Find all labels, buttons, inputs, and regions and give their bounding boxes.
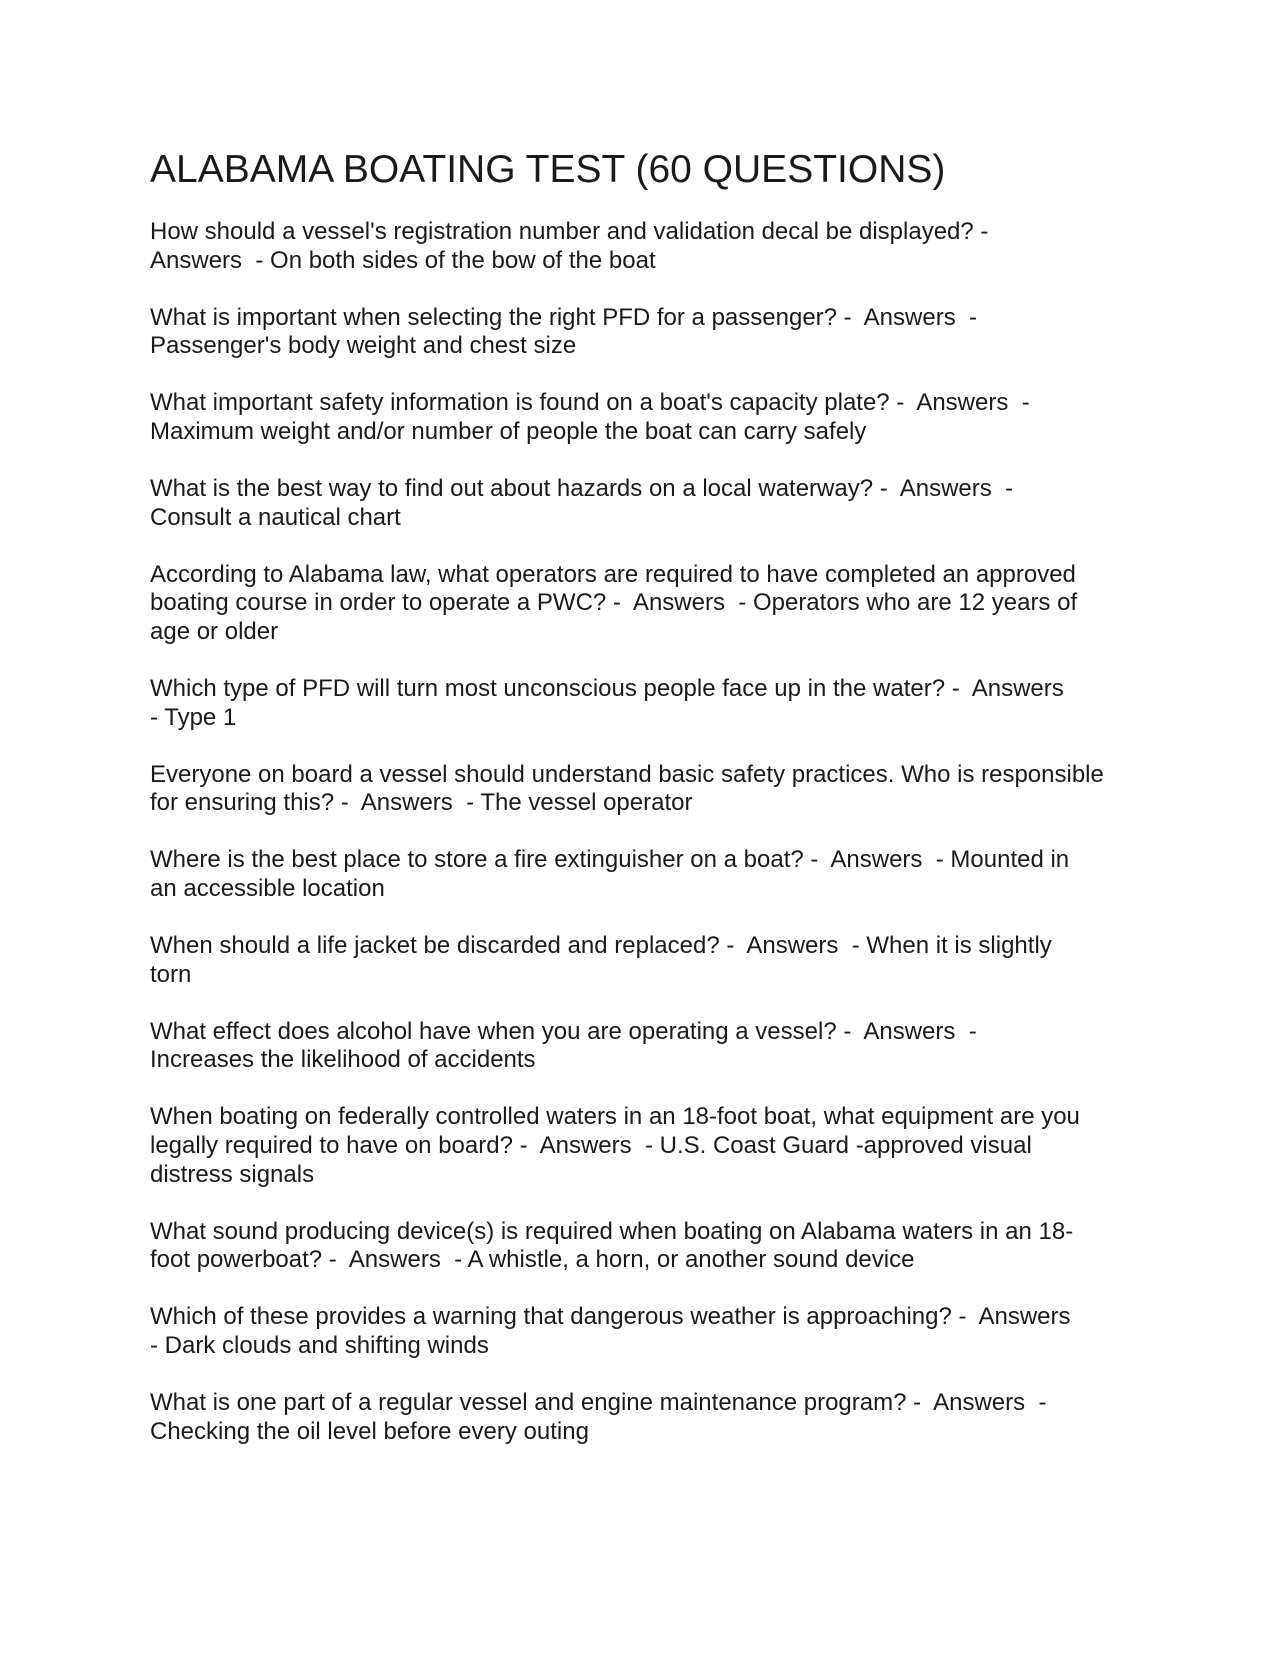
question-text: What effect does alcohol have when you are operating a vessel? - Answers - bbox=[150, 1017, 977, 1045]
question-text: When should a life jacket be discarded and replaced? - Answers - When it is slightly bbox=[150, 932, 1052, 960]
answer-text: Maximum weight and/or number of people the boat can carry safely bbox=[150, 417, 867, 445]
question-text: When boating on federally controlled waters in an 18-foot boat, what equipment are you legally required to have on board? - Answers - U.S. Coast Guard -approved visual bbox=[150, 1103, 1087, 1160]
question-text: What sound producing device(s) is required when boating on Alabama waters in an 18- bbox=[150, 1217, 1074, 1245]
qa-item bbox=[150, 761, 1130, 818]
answer-text: torn bbox=[150, 960, 192, 988]
qa-item bbox=[150, 846, 1130, 903]
answer-text: - Type 1 bbox=[150, 703, 237, 731]
question-text: What important safety information is found on a boat's capacity plate? - Answers - bbox=[150, 389, 1030, 417]
qa-item bbox=[150, 675, 1130, 732]
question-text: Where is the best place to store a fire extinguisher on a boat? - Answers - Mounted in bbox=[150, 846, 1070, 874]
answer-text: distress signals bbox=[150, 1160, 315, 1188]
qa-list bbox=[150, 218, 1130, 1446]
document-content bbox=[150, 146, 1130, 1475]
question-text: Which of these provides a warning that dangerous weather is approaching? - Answers bbox=[150, 1303, 1071, 1331]
answer-text: - Dark clouds and shifting winds bbox=[150, 1332, 489, 1360]
question-text: How should a vessel's registration number and validation decal be displayed? - bbox=[150, 218, 989, 245]
answer-text: age or older bbox=[150, 617, 279, 645]
question-text: Everyone on board a vessel should understand basic safety practices. Who is responsible for ensuring this? - Answers - The vessel operator bbox=[150, 760, 1111, 817]
qa-item bbox=[150, 1218, 1130, 1275]
answer-text: Consult a nautical chart bbox=[150, 503, 401, 531]
answer-text: Answers - On both sides of the bow of the boat bbox=[150, 246, 656, 274]
qa-item bbox=[150, 218, 1130, 275]
page-title: ALABAMA BOATING TEST (60 QUESTIONS) bbox=[150, 148, 946, 191]
qa-item bbox=[150, 1389, 1130, 1446]
answer-text: an accessible location bbox=[150, 875, 385, 902]
answer-text: Checking the oil level before every outing bbox=[150, 1417, 589, 1445]
answer-text: foot powerboat? - Answers - A whistle, a horn, or another sound device bbox=[150, 1246, 915, 1274]
qa-item bbox=[150, 389, 1130, 446]
qa-item bbox=[150, 475, 1130, 532]
qa-item bbox=[150, 932, 1130, 989]
answer-text: Passenger's body weight and chest size bbox=[150, 332, 577, 360]
question-text: According to Alabama law, what operators are required to have completed an approved boating course in order to operate a PWC? - Answers - Operators who are 12 years of bbox=[150, 560, 1083, 617]
question-text: What is one part of a regular vessel and engine maintenance program? - Answers - bbox=[150, 1389, 1047, 1417]
question-text: Which type of PFD will turn most unconscious people face up in the water? - Answers bbox=[150, 675, 1064, 703]
qa-item bbox=[150, 1103, 1130, 1189]
question-text: What is important when selecting the right PFD for a passenger? - Answers - bbox=[150, 303, 978, 331]
qa-item bbox=[150, 304, 1130, 361]
qa-item bbox=[150, 561, 1130, 647]
answer-text: Increases the likelihood of accidents bbox=[150, 1046, 536, 1074]
qa-item bbox=[150, 1303, 1130, 1360]
qa-item bbox=[150, 1018, 1130, 1075]
question-text: What is the best way to find out about hazards on a local waterway? - Answers - bbox=[150, 475, 1014, 503]
